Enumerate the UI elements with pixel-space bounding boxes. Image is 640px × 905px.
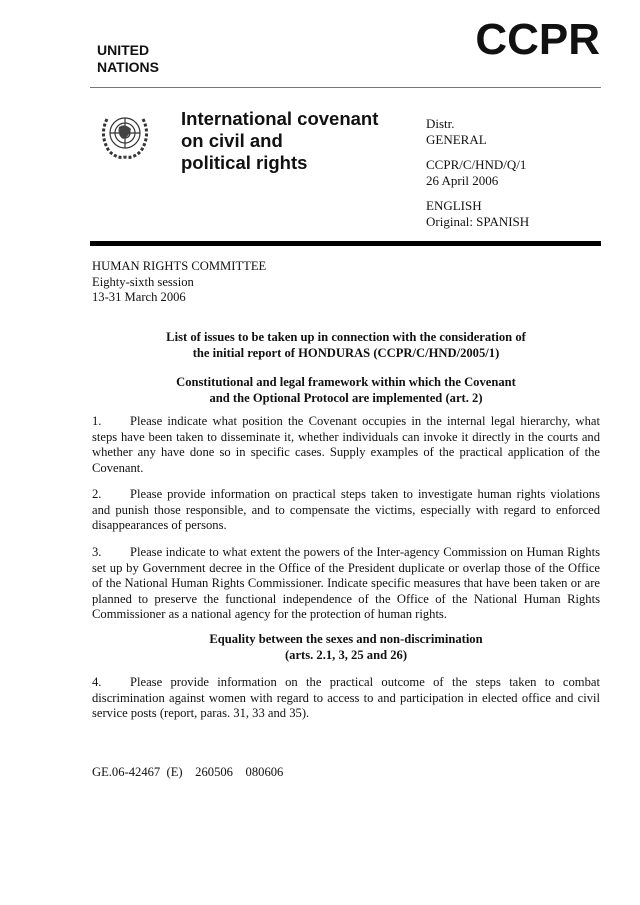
main-heading xyxy=(92,330,600,361)
paragraph-text: Please indicate to what extent the powers of the Inter-agency Commission on Human Rights set up by Government decree in the Office of the President duplicate or overlap those of the Office of the National Human Rights Commissioner. Indicate specific measures that have been taken or are planned to preserve the functional independence of the Office of the National Human Rights Commissioner as a national agency for the protection of human rights. xyxy=(92,545,600,621)
section-heading-line-1: Constitutional and legal framework within which the Covenant xyxy=(176,375,516,389)
title-line-1: International covenant xyxy=(181,108,379,129)
original-language: Original: SPANISH xyxy=(426,213,530,229)
divider-thin xyxy=(90,87,601,88)
paragraph-number: 2. xyxy=(92,487,102,501)
main-heading-line-1: List of issues to be taken up in connection with the consideration of xyxy=(166,330,526,344)
paragraph-2 xyxy=(92,487,600,534)
paragraph-number: 4. xyxy=(92,675,102,689)
document-code: CCPR xyxy=(475,15,600,64)
job-number: GE.06-42467 (E) 260506 080606 xyxy=(92,765,284,779)
paragraph-number: 3. xyxy=(92,545,102,559)
document-title xyxy=(181,108,378,174)
paragraph-text: Please provide information on practical steps taken to investigate human rights violations and punish those responsible, and to compensate the victims, especially with regard to enforced disappearances of persons. xyxy=(92,487,600,532)
org-name xyxy=(97,42,159,76)
paragraph-4 xyxy=(92,675,600,722)
section-heading-equality xyxy=(92,632,600,663)
divider-thick xyxy=(90,241,601,246)
section-heading-line-2: (arts. 2.1, 3, 25 and 26) xyxy=(284,647,408,662)
org-line-2: NATIONS xyxy=(97,59,159,75)
committee-session: Eighty-sixth session xyxy=(92,274,194,289)
section-heading-line-1: Equality between the sexes and non-discrimination xyxy=(209,632,483,646)
main-heading-line-2: the initial report of HONDURAS (CCPR/C/HND/2005/1) xyxy=(192,345,500,360)
document-symbol: CCPR/C/HND/Q/1 xyxy=(426,157,527,172)
committee-dates: 13-31 March 2006 xyxy=(92,290,186,304)
section-heading-line-2: and the Optional Protocol are implemented (art. 2) xyxy=(209,390,483,405)
document-metadata xyxy=(426,116,529,229)
paragraph-1 xyxy=(92,414,600,476)
un-emblem-icon xyxy=(95,107,155,163)
paragraph-text: Please provide information on the practical outcome of the steps taken to combat discrimination against women with regard to access to and participation in elected office and civil service posts (report, paras. 31, 33 and 35). xyxy=(92,675,600,720)
document-language: ENGLISH xyxy=(426,198,482,213)
title-line-2: on civil and xyxy=(181,130,283,151)
distr-label: Distr. xyxy=(426,116,455,131)
paragraph-number: 1. xyxy=(92,414,102,428)
committee-info xyxy=(92,259,266,306)
paragraph-text: Please indicate what position the Covenant occupies in the internal legal hierarchy, what steps have been taken to disseminate it, whether individuals can invoke it directly in the courts and whether any have done so in specific cases. Supply examples of the practical application of the Covenant. xyxy=(92,414,600,475)
committee-name: HUMAN RIGHTS COMMITTEE xyxy=(92,259,267,273)
title-line-3: political rights xyxy=(181,152,308,173)
distr-type: GENERAL xyxy=(426,131,487,147)
paragraph-3 xyxy=(92,545,600,623)
org-line-1: UNITED xyxy=(97,42,150,58)
section-heading-framework xyxy=(92,375,600,406)
document-date: 26 April 2006 xyxy=(426,172,499,188)
